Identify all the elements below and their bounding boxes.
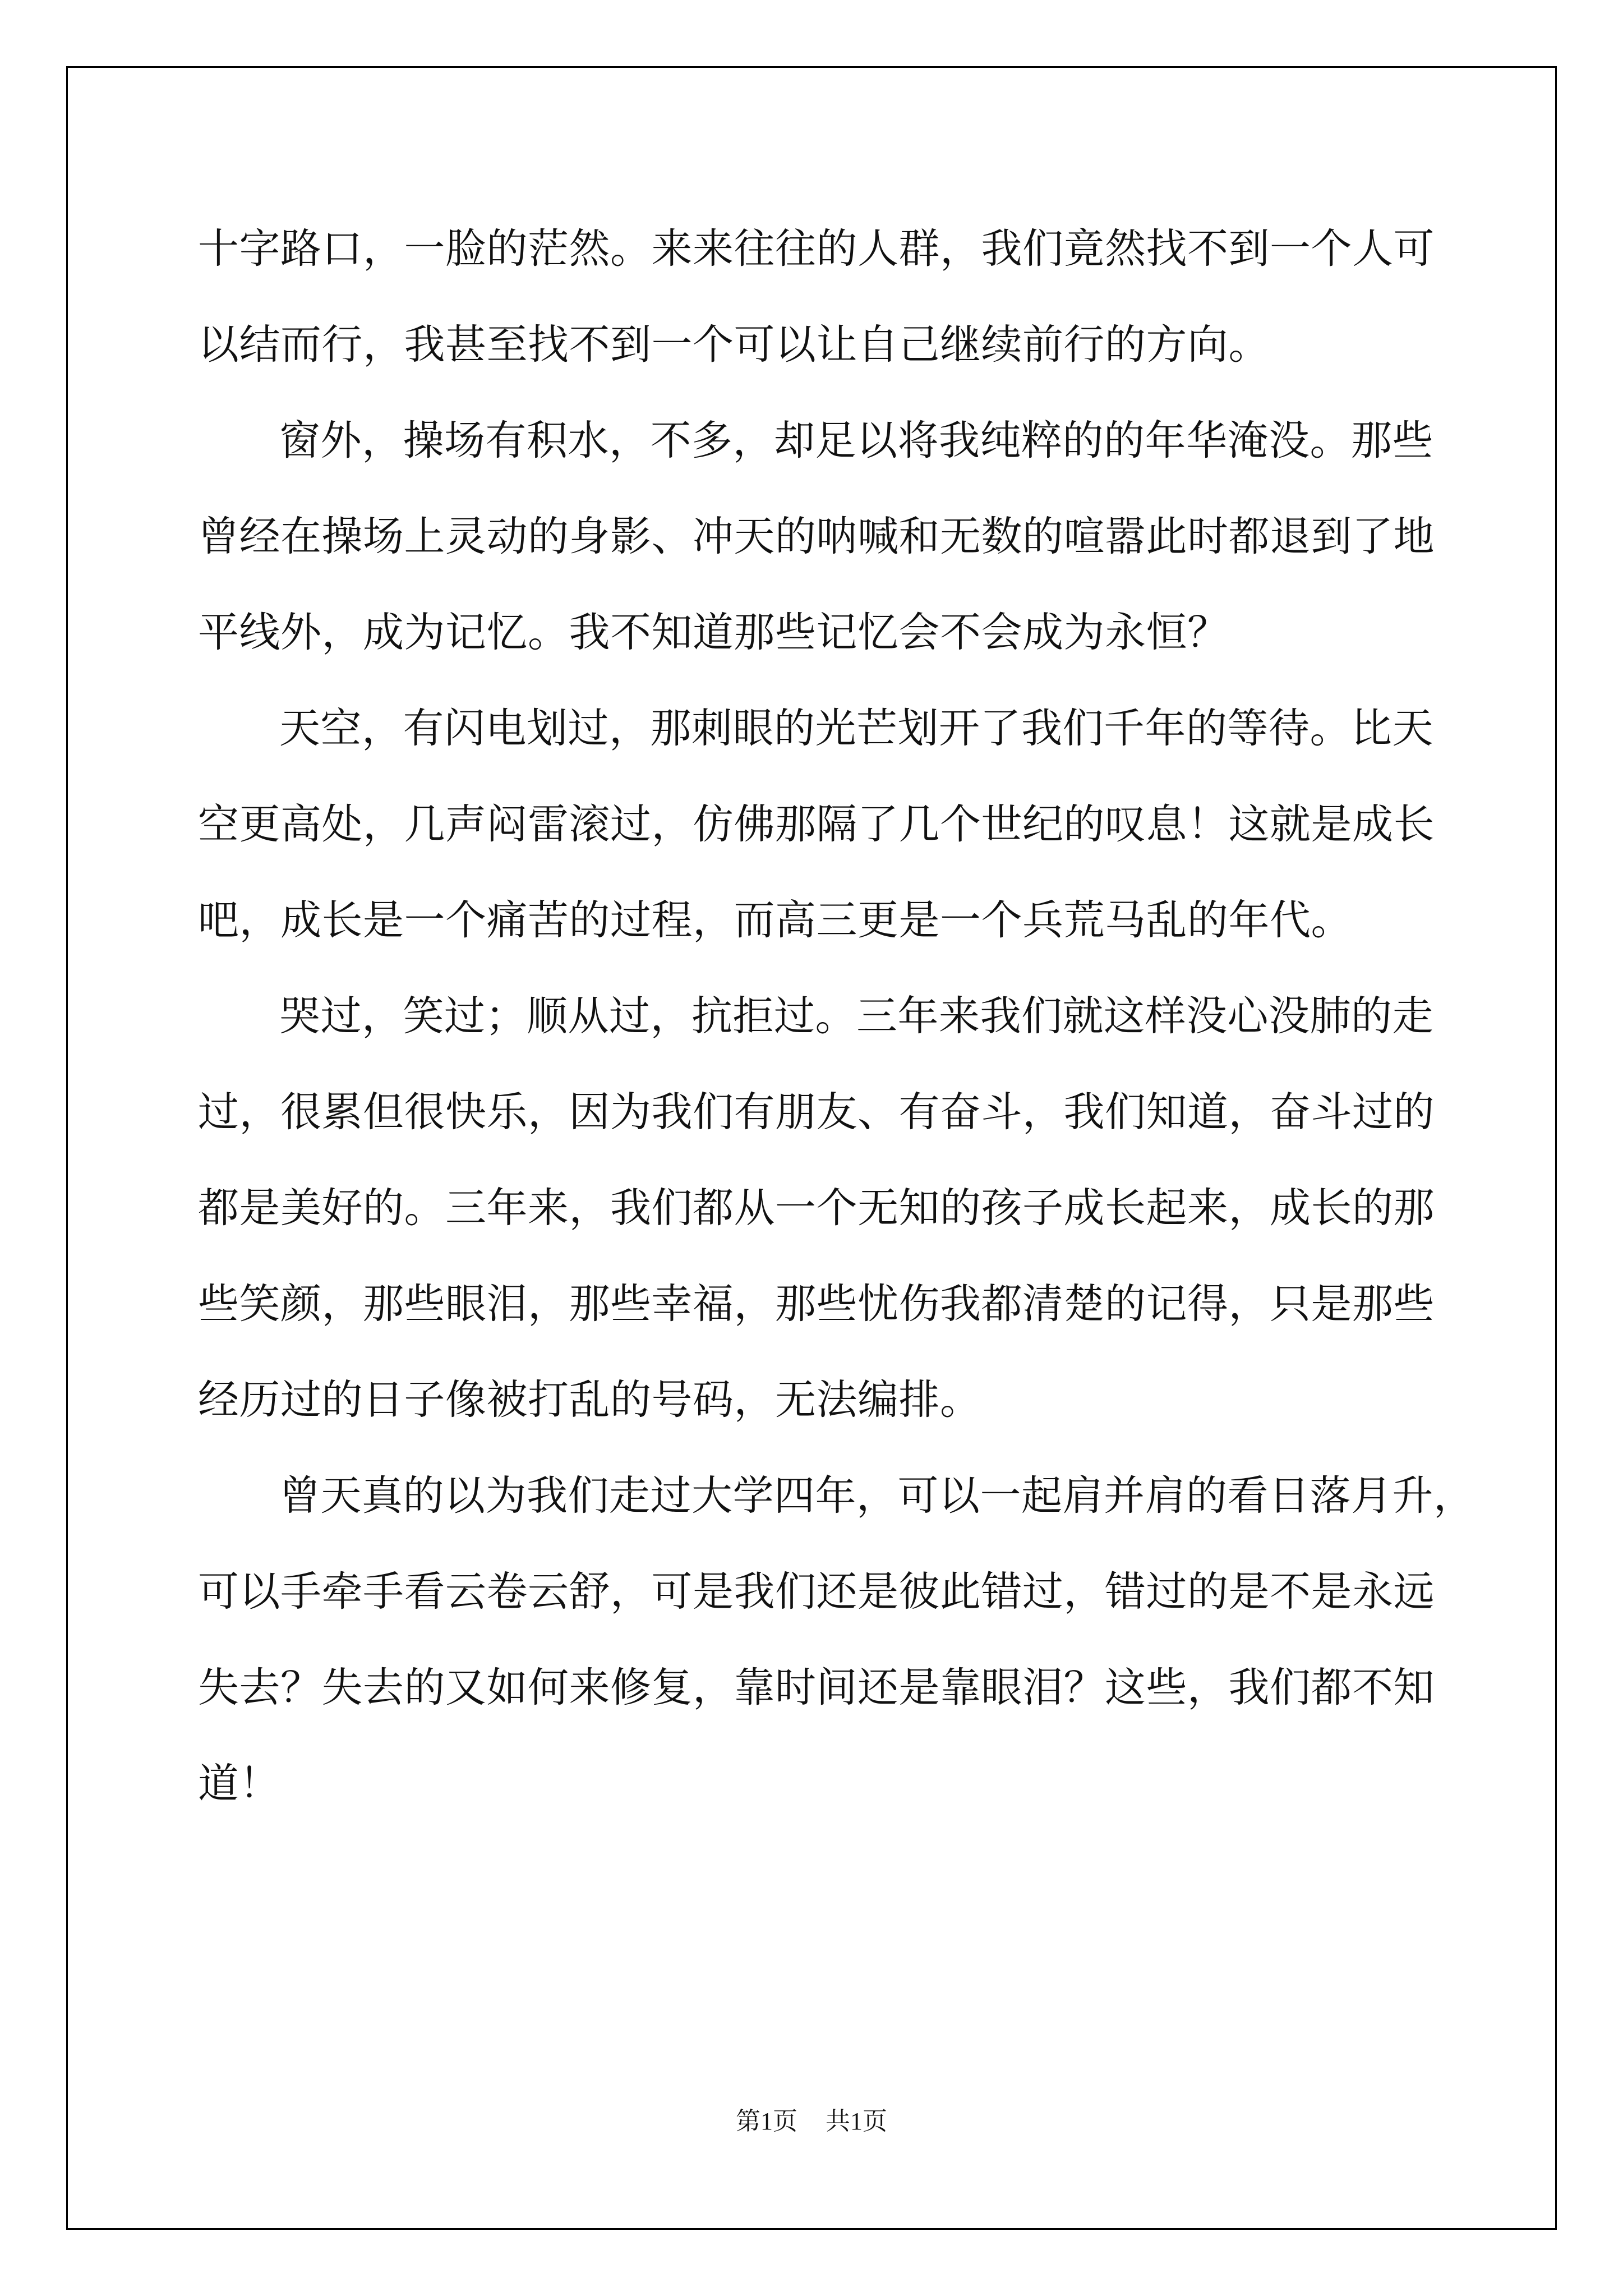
page-footer bbox=[0, 2105, 1623, 2138]
text-line: 道！ bbox=[198, 1760, 280, 1807]
text-line: 经历过的日子像被打乱的号码，无法编排。 bbox=[198, 1376, 981, 1424]
page-number: 第1页 bbox=[736, 2108, 797, 2135]
text-line: 窗外，操场有积水，不多，却足以将我纯粹的的年华淹没。那些 bbox=[279, 417, 1433, 464]
text-line: 过，很累但很快乐，因为我们有朋友、有奋斗，我们知道，奋斗过的 bbox=[198, 1088, 1435, 1136]
text-line: 些笑颜，那些眼泪，那些幸福，那些忧伤我都清楚的记得，只是那些 bbox=[198, 1280, 1435, 1328]
text-line: 曾经在操场上灵动的身影、冲天的呐喊和无数的喧嚣此时都退到了地 bbox=[198, 513, 1435, 560]
page-count: 共1页 bbox=[826, 2108, 887, 2135]
text-line: 哭过，笑过；顺从过，抗拒过。三年来我们就这样没心没肺的走 bbox=[279, 992, 1433, 1040]
text-line: 可以手牵手看云卷云舒，可是我们还是彼此错过，错过的是不是永远 bbox=[198, 1568, 1435, 1616]
text-line: 曾天真的以为我们走过大学四年，可以一起肩并肩的看日落月升， bbox=[279, 1472, 1475, 1520]
text-line: 都是美好的。三年来，我们都从一个无知的孩子成长起来，成长的那 bbox=[198, 1184, 1435, 1232]
text-line: 以结而行，我甚至找不到一个可以让自己继续前行的方向。 bbox=[198, 321, 1270, 369]
text-line: 天空，有闪电划过，那刺眼的光芒划开了我们千年的等待。比天 bbox=[279, 705, 1433, 752]
text-line: 吧，成长是一个痛苦的过程，而高三更是一个兵荒马乱的年代。 bbox=[198, 896, 1352, 944]
text-line: 十字路口，一脸的茫然。来来往往的人群，我们竟然找不到一个人可 bbox=[198, 225, 1435, 273]
text-line: 平线外，成为记忆。我不知道那些记忆会不会成为永恒？ bbox=[198, 609, 1229, 656]
document-body bbox=[198, 201, 1475, 1832]
text-line: 空更高处，几声闷雷滚过，仿佛那隔了几个世纪的叹息！这就是成长 bbox=[198, 800, 1435, 848]
text-line: 失去？失去的又如何来修复，靠时间还是靠眼泪？这些，我们都不知 bbox=[198, 1664, 1435, 1711]
